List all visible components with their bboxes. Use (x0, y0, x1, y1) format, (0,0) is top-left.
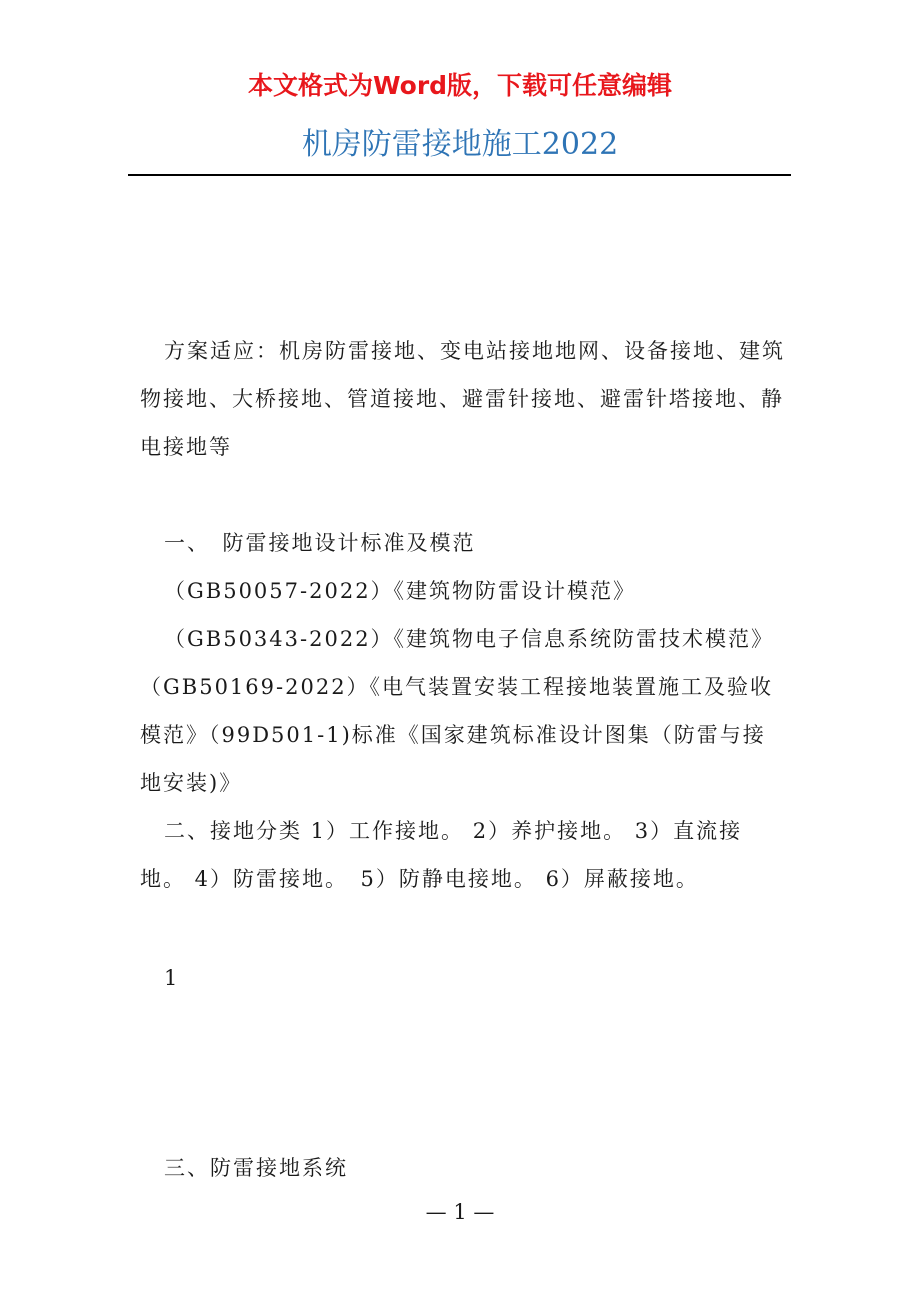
section-two-classification: 二、接地分类 1）工作接地。 2）养护接地。 3）直流接地。 4）防雷接地。 5）防静电接地。 6）屏蔽接地。 (140, 819, 743, 891)
document-title: 机房防雷接地施工2022 (301, 127, 619, 162)
inline-page-marker: 1 (164, 966, 178, 990)
title-divider (128, 174, 791, 176)
scope-paragraph-block (140, 327, 785, 471)
standard-gb50169: （GB50169-2022）《电气装置安装工程接地装置施工及验收模范》（99D501-1)标准《国家建筑标准设计图集（防雷与接地安装)》 (140, 675, 774, 795)
standard-gb50057: （GB50057-2022）《建筑物防雷设计模范》 (164, 579, 637, 603)
section-three-heading: 三、防雷接地系统 (164, 1156, 348, 1180)
section-one-heading: 一、 防雷接地设计标准及模范 (164, 531, 476, 555)
download-banner: 本文格式为Word版，下载可任意编辑 (247, 71, 673, 100)
section-three-block (140, 1144, 785, 1192)
standard-gb50343: （GB50343-2022）《建筑物电子信息系统防雷技术模范》 (164, 627, 775, 651)
scope-paragraph: 方案适应：机房防雷接地、变电站接地地网、设备接地、建筑物接地、大桥接地、管道接地、避雷针接地、避雷针塔接地、静电接地等 (140, 339, 785, 459)
section-one-block (140, 519, 785, 903)
footer-page-number: — 1 — (425, 1200, 495, 1224)
